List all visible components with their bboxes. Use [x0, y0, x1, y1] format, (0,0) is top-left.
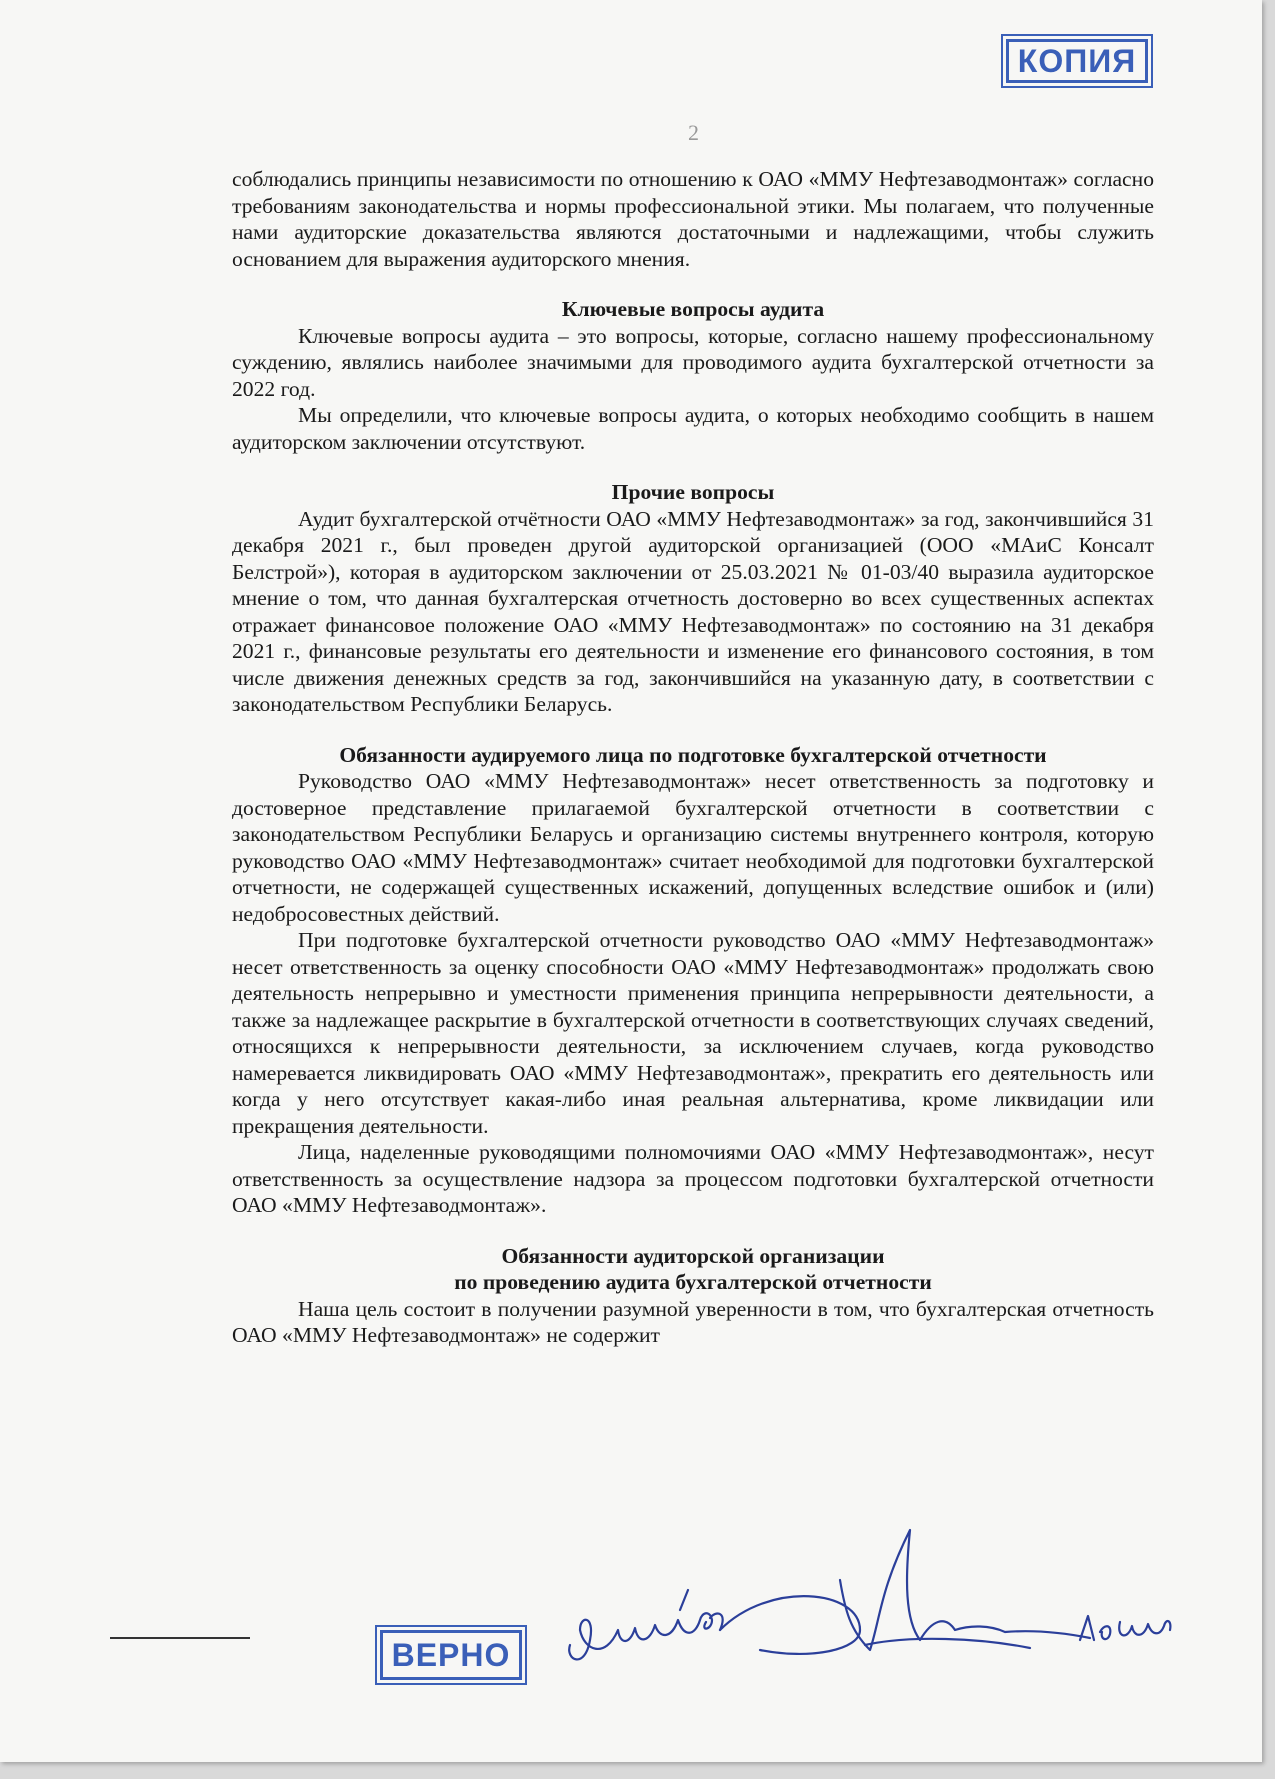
signature-initials-stroke [1080, 1616, 1170, 1640]
signature-director-stroke [569, 1590, 722, 1659]
signature-line [110, 1637, 250, 1639]
signature-flourish-stroke [720, 1530, 1090, 1654]
paragraph: Лица, наделенные руководящими полномочиями ОАО «ММУ Нефтезаводмонтаж», несут ответственность за осуществление надзора за процессом подготовки бухгалтерской отчетности ОАО «ММУ Нефтезаводмонтаж». [232, 1140, 1154, 1217]
heading-entity-responsibilities: Обязанности аудируемого лица по подготовке бухгалтерской отчетности [339, 742, 1047, 767]
paragraph: Аудит бухгалтерской отчётности ОАО «ММУ Нефтезаводмонтаж» за год, закончившийся 31 декабря 2021 г., был проведен другой аудиторской организацией (ООО «МАиС Консалт Белстрой»), которая в аудиторском заключении от 25.03.2021 № 01-03/40 выразила аудиторское мнение о том, что данная бухгалтерская отчетность достоверно во всех существенных аспектах отражает финансовое положение ОАО «ММУ Нефтезаводмонтаж» по состоянию на 31 декабря 2021 г., финансовые результаты его деятельности и изменение его финансового состояния, в том числе движения денежных средств за год, закончившийся на указанную дату, в соответствии с законодательством Республики Беларусь. [232, 506, 1154, 716]
paragraph: При подготовке бухгалтерской отчетности руководство ОАО «ММУ Нефтезаводмонтаж» несет ответственность за оценку способности ОАО «ММУ Нефтезаводмонтаж» продолжать свою деятельность непрерывно и уместности применения принципа непрерывности деятельности, а также за надлежащее раскрытие в бухгалтерской отчетности в соответствующих случаях сведений, относящихся к непрерывности деятельности, за исключением случаев, когда руководство намеревается ликвидировать ОАО «ММУ Нефтезаводмонтаж», прекратить его деятельность или когда у него отсутствует какая-либо иная реальная альтернатива, кроме ликвидации или прекращения деятельности. [232, 928, 1154, 1138]
paragraph: Мы определили, что ключевые вопросы аудита, о которых необходимо сообщить в нашем аудиторском заключении отсутствуют. [232, 403, 1154, 454]
heading-other-matters: Прочие вопросы [611, 480, 775, 504]
intro-paragraph: соблюдались принципы независимости по отношению к ОАО «ММУ Нефтезаводмонтаж» согласно требованиям законодательства и нормы профессиональной этики. Мы полагаем, что полученные нами аудиторские доказательства являются достаточными и надлежащими, чтобы служить основанием для выражения аудиторского мнения. [232, 167, 1154, 271]
true-copy-stamp: ВЕРНО [380, 1630, 522, 1680]
paragraph: Ключевые вопросы аудита – это вопросы, которые, согласно нашему профессиональному суждению, являлись наиболее значимыми для проводимого аудита бухгалтерской отчетности за 2022 год. [232, 323, 1154, 401]
signature-image [560, 1520, 1200, 1720]
copy-stamp: КОПИЯ [1006, 39, 1148, 83]
signature-underline-stroke [865, 1639, 1030, 1648]
heading-auditor-responsibilities-line2: по проведению аудита бухгалтерской отчетности [454, 1270, 932, 1294]
page-number: 2 [688, 120, 699, 145]
heading-auditor-responsibilities-line1: Обязанности аудиторской организации [501, 1243, 885, 1268]
document-body [232, 166, 1154, 1349]
paragraph: Наша цель состоит в получении разумной уверенности в том, что бухгалтерская отчетность ОАО «ММУ Нефтезаводмонтаж» не содержит [232, 1296, 1154, 1347]
heading-key-audit-matters: Ключевые вопросы аудита [561, 297, 825, 321]
paragraph: Руководство ОАО «ММУ Нефтезаводмонтаж» несет ответственность за подготовку и достоверное представление прилагаемой бухгалтерской отчетности в соответствии с законодательством Республики Беларусь и организацию системы внутреннего контроля, которую руководство ОАО «ММУ Нефтезаводмонтаж» считает необходимой для подготовки бухгалтерской отчетности, не содержащей существенных искажений, допущенных вследствие ошибок и (или) недобросовестных действий. [232, 769, 1154, 926]
